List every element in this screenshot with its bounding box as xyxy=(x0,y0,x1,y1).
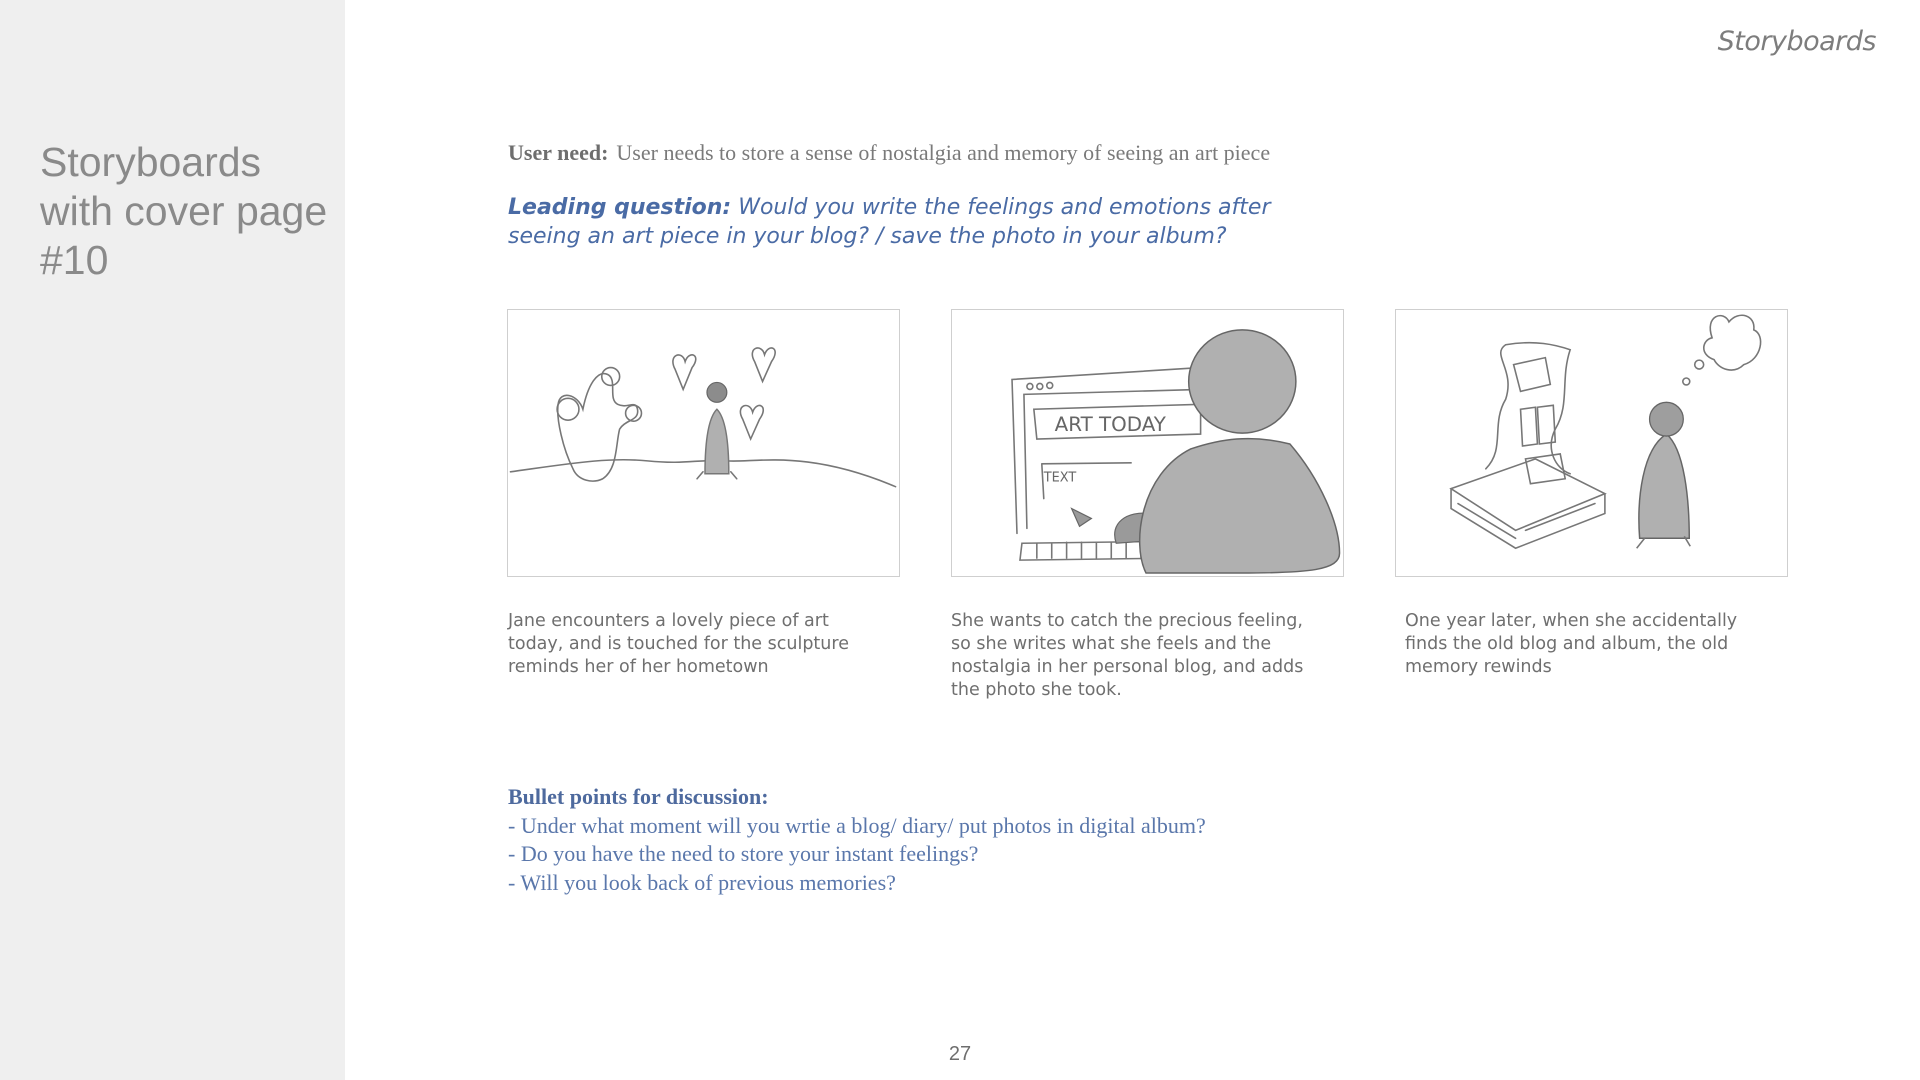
panel-2-caption: She wants to catch the precious feeling, so she writes what she feels and the nostalgia in her personal blog, and adds the photo she took. xyxy=(951,611,1304,700)
sketch-memory-rewinds xyxy=(1396,310,1787,576)
page-number: 27 xyxy=(948,1043,972,1065)
user-need-label: User need: xyxy=(508,140,609,165)
section-tag: Storyboards xyxy=(1717,26,1876,57)
leading-question-text: Would you write the feelings and emotions after seeing an art piece in your blog? / save the photo in your album? xyxy=(508,195,1271,249)
blog-screen-title: ART TODAY xyxy=(1054,413,1166,437)
discussion-item: - Do you have the need to store your instant feelings? xyxy=(508,841,979,866)
storyboard-panel-2 xyxy=(951,309,1344,577)
panel-1-caption: Jane encounters a lovely piece of art today, and is touched for the sculpture reminds her of her hometown xyxy=(508,611,849,677)
discussion-title: Bullet points for discussion: xyxy=(508,784,769,809)
cursor-icon xyxy=(1072,509,1092,527)
sidebar xyxy=(0,0,345,1080)
slide-title: Storyboards with cover page #10 xyxy=(40,139,328,283)
discussion-bullets xyxy=(508,783,1206,897)
user-need-text: User needs to store a sense of nostalgia and memory of seeing an art piece xyxy=(616,140,1271,165)
discussion-item: - Under what moment will you wrtie a blog/ diary/ put photos in digital album? xyxy=(508,812,1206,838)
sketch-writing-blog xyxy=(952,310,1343,576)
storyboard-panel-1 xyxy=(507,309,900,577)
user-need xyxy=(508,140,1270,166)
panel-3-caption: One year later, when she accidentally finds the old blog and album, the old memory rewinds xyxy=(1405,611,1738,677)
discussion-item: - Will you look back of previous memories? xyxy=(508,869,896,895)
blog-screen-text: TEXT xyxy=(1043,470,1077,486)
sketch-sculpture-encounter xyxy=(508,310,899,576)
storyboard-panel-3 xyxy=(1395,309,1788,577)
leading-question-label: Leading question: xyxy=(508,195,732,220)
leading-question xyxy=(508,193,1288,251)
